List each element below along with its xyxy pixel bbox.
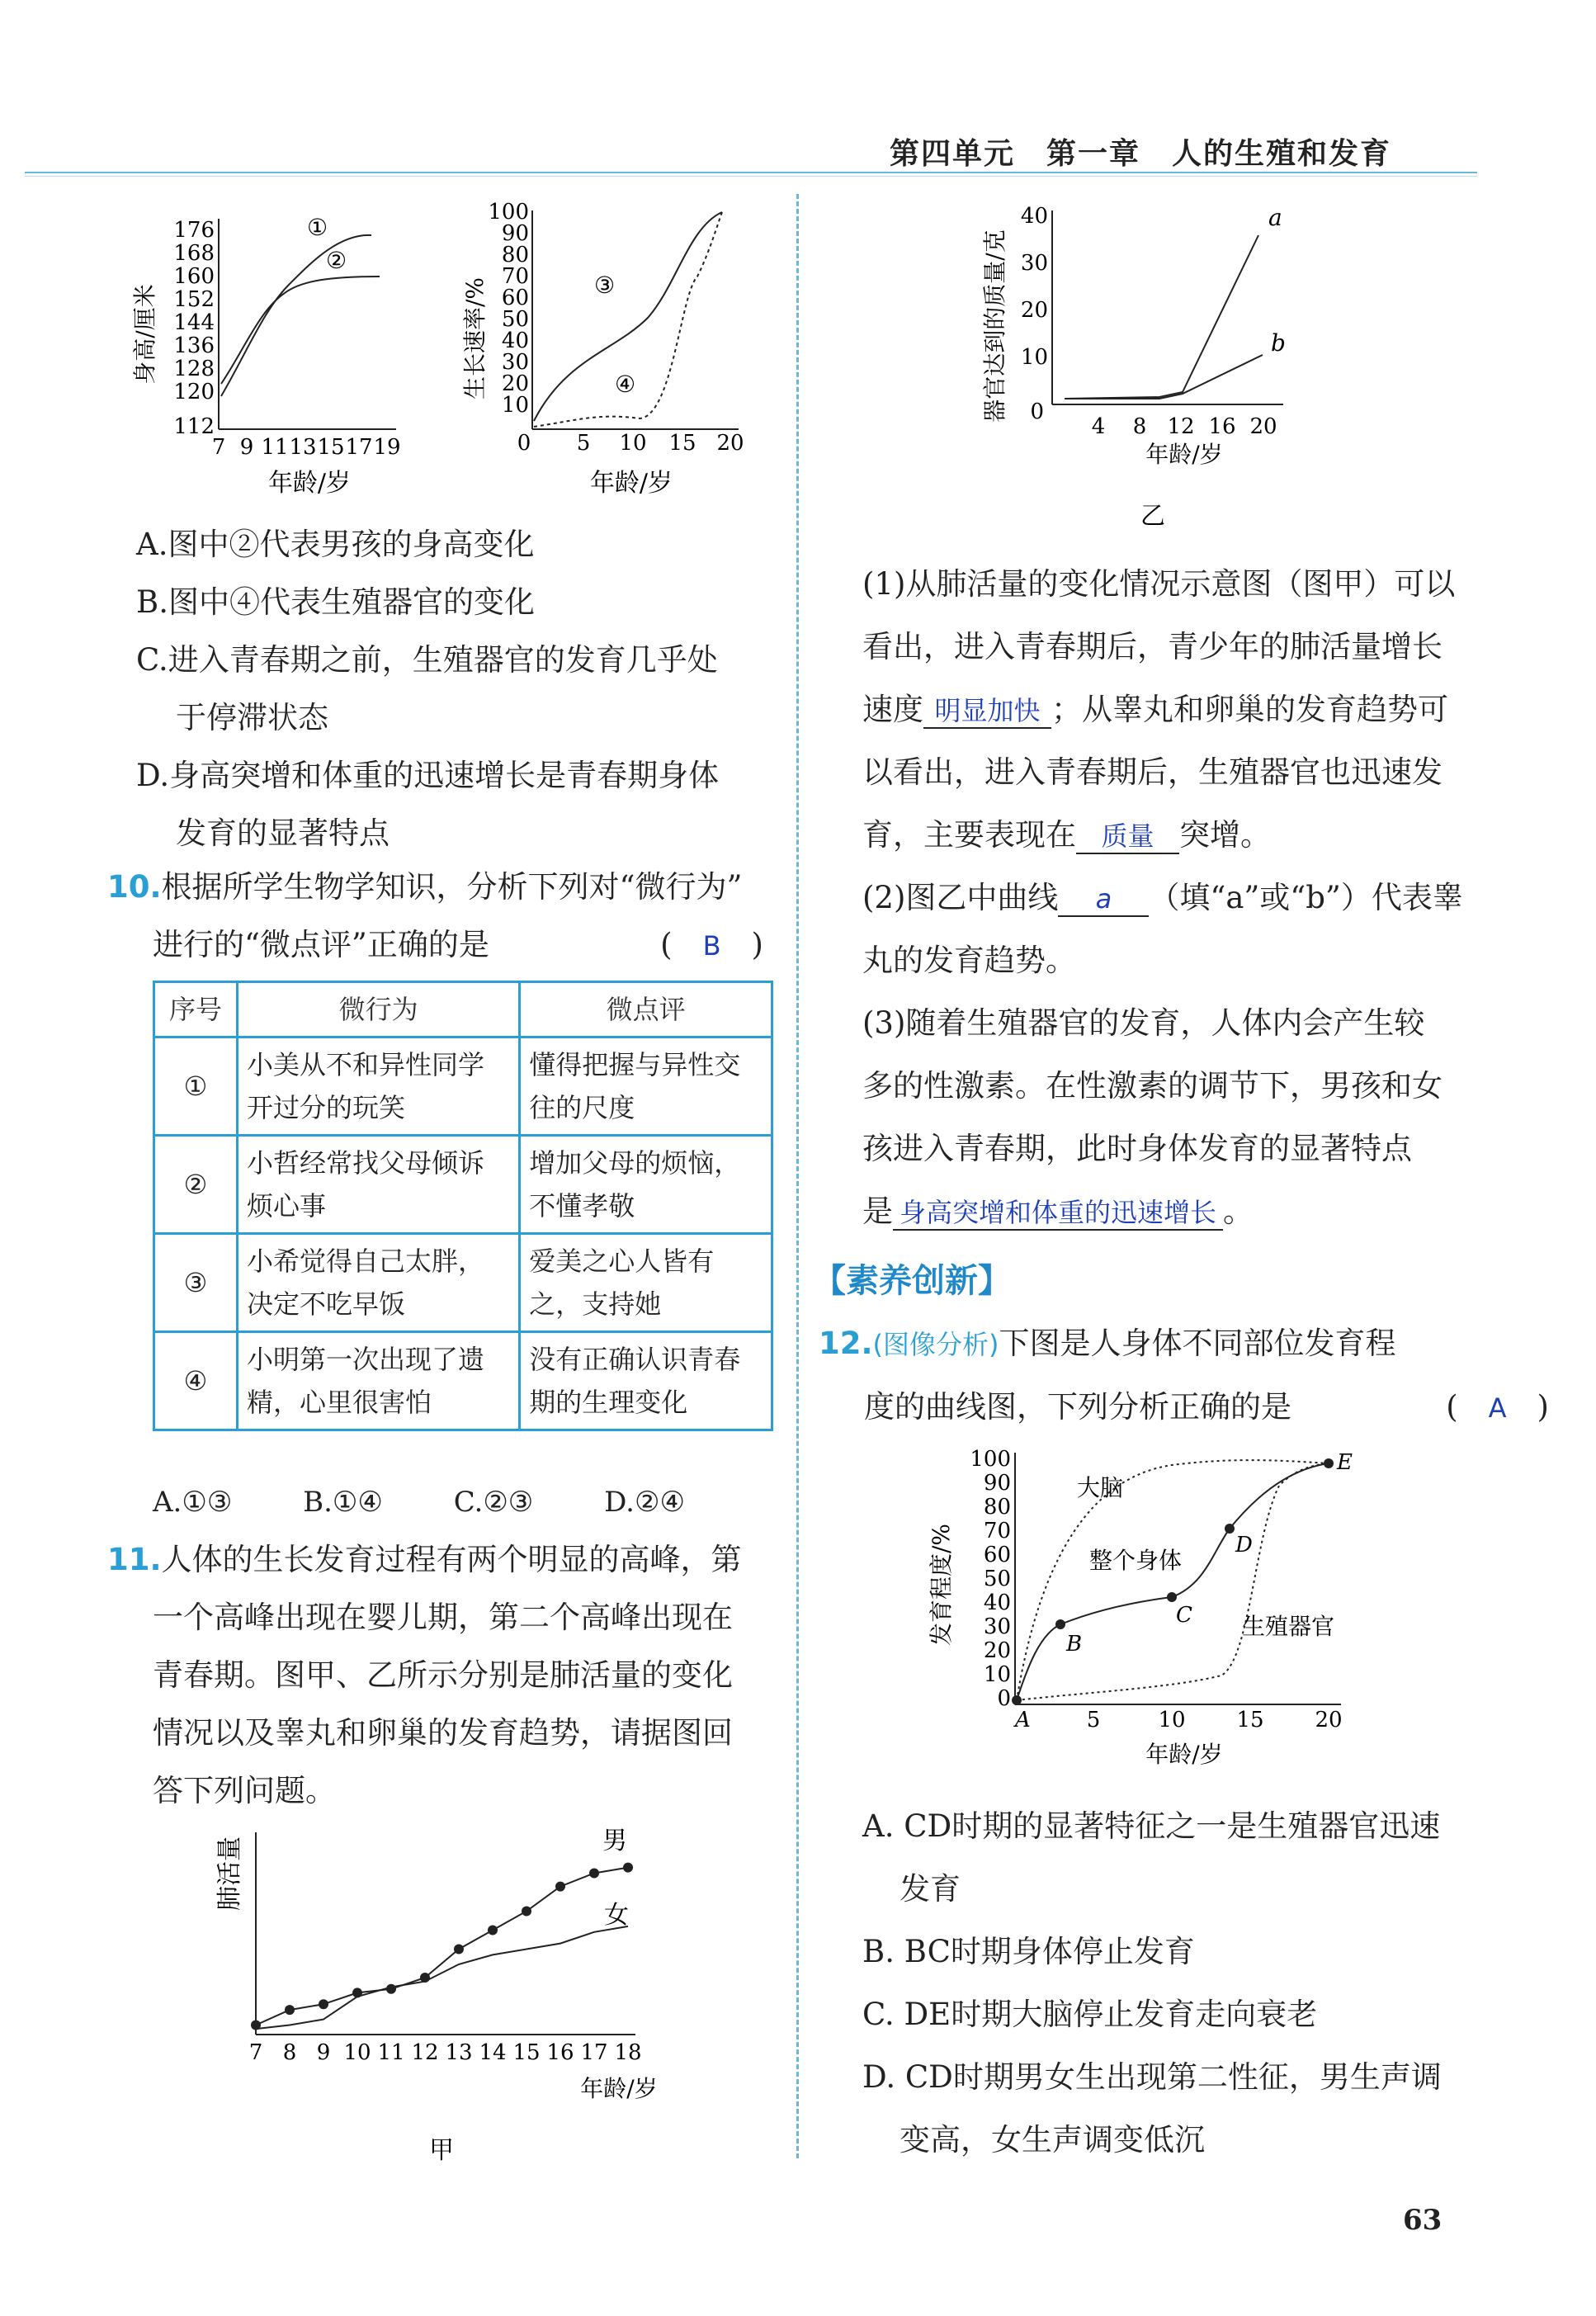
- x-tick: 13: [289, 435, 317, 460]
- table-cell: ②: [154, 1136, 238, 1234]
- organ-mass-chart: [978, 194, 1324, 541]
- x-tick: 0: [517, 431, 531, 456]
- y-tick: 144: [173, 310, 215, 335]
- curve-label-2: ②: [326, 247, 347, 274]
- curve-label-1: ①: [307, 214, 328, 241]
- table-cell: 爱美之心人皆有之，支持她: [520, 1234, 772, 1332]
- y-label: 器官达到的质量/克: [981, 229, 1008, 423]
- x-tick: 8: [282, 2040, 297, 2065]
- q11-1-line: (1)从肺活量的变化情况示意图（图甲）可以: [862, 566, 1456, 602]
- point-label: C: [1176, 1603, 1192, 1628]
- y-tick: 120: [173, 380, 215, 404]
- page-header: 第四单元 第一章 人的生殖和发育: [890, 137, 1392, 171]
- table-cell: 懂得把握与异性交往的尺度: [520, 1037, 772, 1136]
- x-tick: 18: [614, 2040, 642, 2065]
- y-tick: 168: [173, 241, 215, 266]
- q12-tag: (图像分析): [872, 1329, 999, 1360]
- q10-table: [153, 981, 773, 1431]
- y-tick: 70: [501, 264, 529, 289]
- x-tick: 8: [1132, 414, 1147, 439]
- y-tick: 128: [173, 357, 215, 381]
- repro-curve: [1017, 1463, 1329, 1700]
- x-tick: 5: [1086, 1708, 1101, 1732]
- point-label: A: [1015, 1708, 1031, 1732]
- brain-label: 大脑: [1077, 1474, 1124, 1501]
- q10-option-b[interactable]: B.①④: [303, 1486, 383, 1519]
- q12-line2: 度的曲线图，下列分析正确的是: [864, 1389, 1291, 1425]
- table-header: 序号: [154, 982, 238, 1037]
- y-tick: 0: [997, 1686, 1011, 1711]
- y-tick: 176: [173, 218, 215, 243]
- y-tick: 40: [1020, 204, 1048, 229]
- curve-2: [221, 277, 380, 384]
- header-rule: [25, 172, 1477, 173]
- x-label: 年龄/岁: [589, 469, 673, 498]
- point-e: [1324, 1458, 1334, 1468]
- q11-1-text: 速度: [862, 692, 923, 727]
- table-cell: 小美从不和异性同学开过分的玩笑: [238, 1037, 520, 1136]
- development-chart: [924, 1436, 1386, 1791]
- q12-option-d-cont: 变高，女生声调变低沉: [900, 2122, 1205, 2158]
- q10-option-d[interactable]: D.②④: [604, 1486, 685, 1519]
- q10-answer: B: [702, 930, 721, 962]
- male-series-line: [256, 1868, 628, 2025]
- male-data-point: [522, 1907, 531, 1917]
- x-tick: 4: [1091, 414, 1106, 439]
- curve-1: [221, 235, 371, 396]
- q10-line2: 进行的“微点评”正确的是: [153, 927, 489, 962]
- q12-option-b[interactable]: B. BC时期身体停止发育: [862, 1934, 1195, 1969]
- y-tick: 60: [983, 1543, 1011, 1567]
- x-tick: 16: [1208, 414, 1236, 439]
- brain-curve: [1017, 1460, 1329, 1700]
- q11-2-text: (2)图乙中曲线: [862, 880, 1059, 915]
- q11-line: 青春期。图甲、乙所示分别是肺活量的变化: [153, 1657, 733, 1693]
- point-label: D: [1235, 1533, 1253, 1557]
- q11-1-text: ；从睾丸和卵巢的发育趋势可: [1051, 692, 1448, 727]
- male-data-point: [454, 1945, 464, 1954]
- table-cell: 小明第一次出现了遗精，心里很害怕: [238, 1332, 520, 1430]
- female-legend: 女: [604, 1901, 629, 1930]
- y-tick: 20: [1020, 298, 1048, 323]
- q9-option-a[interactable]: A.图中②代表男孩的身高变化: [136, 527, 535, 562]
- y-tick: 90: [501, 221, 529, 246]
- chart-caption: 甲: [429, 2136, 454, 2165]
- x-tick: 19: [373, 435, 401, 460]
- height-chart: [124, 210, 421, 508]
- y-tick: 30: [1020, 251, 1048, 276]
- q11-number: 11.: [107, 1542, 162, 1577]
- point-d: [1225, 1524, 1235, 1534]
- x-tick: 15: [668, 431, 696, 456]
- q11-3-line: (3)随着生殖器官的发育，人体内会产生较: [862, 1005, 1425, 1041]
- x-tick: 5: [576, 431, 591, 456]
- q11-subquestions: [862, 553, 1547, 1243]
- x-tick: 15: [512, 2040, 541, 2065]
- q11-line: 情况以及睾丸和卵巢的发育趋势，请据图回: [153, 1715, 733, 1751]
- male-data-point: [319, 1999, 328, 2009]
- y-tick: 90: [983, 1471, 1011, 1496]
- q9-option-d-cont: 发育的显著特点: [176, 815, 390, 851]
- table-row: [154, 1136, 772, 1234]
- curve-label-3: ③: [594, 272, 616, 299]
- q10-number: 10.: [107, 869, 162, 905]
- q12-line1: 下图是人身体不同部位发育程: [999, 1326, 1396, 1361]
- answer-blank-1[interactable]: 明显加快: [923, 694, 1051, 729]
- table-cell: ①: [154, 1037, 238, 1136]
- male-data-point: [623, 1863, 633, 1873]
- x-tick: 9: [239, 435, 254, 460]
- table-cell: 增加父母的烦恼，不懂孝敬: [520, 1136, 772, 1234]
- male-legend: 男: [602, 1827, 627, 1855]
- q11-1-line: 以看出，进入青春期后，生殖器官也迅速发: [862, 754, 1443, 790]
- table-header: 微点评: [520, 982, 772, 1037]
- answer-blank-2[interactable]: 质量: [1076, 820, 1179, 854]
- male-data-point: [420, 1973, 430, 1983]
- y-tick: 100: [970, 1447, 1011, 1472]
- q12-option-a-cont: 发育: [900, 1871, 961, 1907]
- table-cell: ③: [154, 1234, 238, 1332]
- y-tick: 160: [173, 264, 215, 289]
- curve-label-4: ④: [615, 371, 636, 398]
- y-tick: 10: [1020, 345, 1048, 370]
- y-tick: 40: [983, 1590, 1011, 1615]
- x-tick: 20: [716, 431, 744, 456]
- curve-label-a: a: [1268, 204, 1282, 231]
- x-tick: 7: [248, 2040, 263, 2065]
- curve-a: [1065, 235, 1258, 399]
- point-a: [1012, 1695, 1022, 1705]
- y-tick: 152: [173, 287, 215, 312]
- x-tick: 12: [1167, 414, 1195, 439]
- male-data-point: [285, 2005, 295, 2015]
- q9-option-c-cont: 于停滞状态: [176, 700, 328, 735]
- table-row: [154, 1037, 772, 1136]
- q11-1-text: 突增。: [1179, 817, 1271, 853]
- point-label: E: [1337, 1450, 1353, 1475]
- q11-stem: [107, 1531, 780, 1820]
- body-curve: [1017, 1463, 1329, 1700]
- male-data-point: [555, 1882, 565, 1892]
- x-tick: 15: [1236, 1708, 1264, 1732]
- x-tick: 20: [1249, 414, 1277, 439]
- x-tick: 17: [580, 2040, 608, 2065]
- x-tick: 11: [261, 435, 289, 460]
- y-tick: 100: [488, 200, 529, 225]
- y-label: 肺活量: [215, 1836, 244, 1911]
- q10-option-a[interactable]: A.①③: [153, 1486, 233, 1519]
- x-tick: 11: [377, 2040, 405, 2065]
- header-rule-thin: [25, 176, 1477, 177]
- q9-options: [136, 516, 780, 863]
- male-data-point: [589, 1869, 599, 1879]
- y-tick: 10: [983, 1662, 1011, 1687]
- q11-3-text: 是: [862, 1193, 893, 1229]
- x-tick: 16: [546, 2040, 574, 2065]
- q11-line: 一个高峰出现在婴儿期，第二个高峰出现在: [153, 1600, 733, 1635]
- y-label: 身高/厘米: [131, 284, 158, 385]
- y-tick: 50: [983, 1567, 1011, 1591]
- female-series-line: [256, 1926, 628, 2029]
- answer-blank-3[interactable]: a: [1058, 882, 1149, 917]
- q11-2-line: 丸的发育趋势。: [862, 943, 1076, 978]
- repro-label: 生殖器官: [1242, 1613, 1335, 1640]
- y-tick: 0: [1030, 399, 1044, 424]
- y-tick: 136: [173, 333, 215, 358]
- y-tick: 30: [501, 350, 529, 375]
- x-tick: 12: [411, 2040, 439, 2065]
- q11-line: 人体的生长发育过程有两个明显的高峰，第: [161, 1542, 742, 1577]
- point-b: [1055, 1619, 1065, 1629]
- y-tick: 20: [501, 371, 529, 396]
- male-data-point: [251, 2021, 261, 2030]
- q11-2-text: （填“a”或“b”）代表睾: [1149, 880, 1463, 915]
- q10-stem: 10.根据所学生物学知识，分析下列对“微行为” 进行的“微点评”正确的是 ( B ): [107, 869, 763, 962]
- q10-line1: 根据所学生物学知识，分析下列对“微行为”: [161, 869, 743, 905]
- q12-options: [862, 1795, 1547, 2172]
- table-row: [154, 1332, 772, 1430]
- section-title: 【素养创新】: [813, 1262, 1011, 1300]
- page-number: 63: [1403, 2204, 1443, 2237]
- table-cell: 小希觉得自己太胖，决定不吃早饭: [238, 1234, 520, 1332]
- q9-option-b[interactable]: B.图中④代表生殖器官的变化: [136, 584, 535, 620]
- q9-option-d[interactable]: D.身高突增和体重的迅速增长是青春期身体: [136, 758, 720, 793]
- q12-option-c[interactable]: C. DE时期大脑停止发育走向衰老: [862, 1997, 1318, 2032]
- chart-caption: 乙: [1140, 502, 1165, 531]
- table-header: 微行为: [238, 982, 520, 1037]
- x-tick: 9: [316, 2040, 331, 2065]
- x-tick: 14: [479, 2040, 507, 2065]
- q12-stem: 12.(图像分析)下图是人身体不同部位发育程 度的曲线图，下列分析正确的是 ( A ): [819, 1326, 1549, 1425]
- y-tick: 70: [983, 1519, 1011, 1543]
- y-tick: 60: [501, 286, 529, 310]
- y-tick: 10: [501, 393, 529, 418]
- x-label: 年龄/岁: [1145, 1741, 1223, 1768]
- q11-1-line: 看出，进入青春期后，青少年的肺活量增长: [862, 629, 1443, 664]
- y-tick: 80: [983, 1495, 1011, 1520]
- lung-capacity-chart: [206, 1816, 718, 2179]
- male-data-point: [352, 1988, 362, 1997]
- x-tick: 10: [1158, 1708, 1186, 1732]
- y-tick: 40: [501, 328, 529, 353]
- x-tick: 10: [343, 2040, 371, 2065]
- q10-option-c[interactable]: C.②③: [453, 1486, 534, 1519]
- body-label: 整个身体: [1089, 1547, 1183, 1574]
- x-tick: 20: [1315, 1708, 1343, 1732]
- x-label: 年龄/岁: [580, 2075, 658, 2102]
- y-tick: 112: [173, 414, 215, 439]
- table-cell: 小哲经常找父母倾诉烦心事: [238, 1136, 520, 1234]
- point-c: [1167, 1592, 1177, 1602]
- curve-label-b: b: [1271, 329, 1286, 357]
- x-tick: 7: [211, 435, 226, 460]
- male-data-point: [386, 1984, 396, 1994]
- q9-option-c[interactable]: C.进入青春期之前，生殖器官的发育几乎处: [136, 642, 718, 678]
- q12-number: 12.: [819, 1326, 873, 1361]
- column-divider: [796, 194, 799, 2158]
- q12-answer: A: [1488, 1392, 1507, 1424]
- male-data-point: [488, 1926, 498, 1936]
- table-cell: 没有正确认识青春期的生理变化: [520, 1332, 772, 1430]
- q11-line: 答下列问题。: [153, 1773, 336, 1808]
- y-tick: 50: [501, 307, 529, 332]
- growth-rate-chart: [450, 194, 763, 508]
- answer-blank-4[interactable]: 身高突增和体重的迅速增长: [893, 1196, 1223, 1231]
- x-label: 年龄/岁: [1145, 441, 1223, 468]
- q11-3-line: 多的性激素。在性激素的调节下，男孩和女: [862, 1068, 1443, 1104]
- q11-1-text: 育，主要表现在: [862, 817, 1076, 853]
- y-tick: 20: [983, 1638, 1011, 1663]
- x-tick: 13: [445, 2040, 473, 2065]
- q12-option-d[interactable]: D. CD时期男女生出现第二性征，男生声调: [862, 2059, 1442, 2095]
- x-tick: 15: [317, 435, 345, 460]
- table-row: [154, 1234, 772, 1332]
- point-label: B: [1066, 1632, 1083, 1657]
- y-tick: 30: [983, 1614, 1011, 1639]
- q11-3-line: 孩进入青春期，此时身体发育的显著特点: [862, 1131, 1412, 1166]
- y-tick: 80: [501, 243, 529, 267]
- x-label: 年龄/岁: [267, 469, 352, 498]
- q11-3-text: 。: [1223, 1193, 1254, 1229]
- table-cell: ④: [154, 1332, 238, 1430]
- y-label: 发育程度/%: [928, 1523, 955, 1647]
- curve-b: [1065, 355, 1263, 399]
- q12-option-a[interactable]: A. CD时期的显著特征之一是生殖器官迅速: [862, 1808, 1441, 1844]
- y-label: 生长速率/%: [461, 277, 489, 400]
- x-tick: 17: [345, 435, 373, 460]
- x-tick: 10: [619, 431, 647, 456]
- q10-options: [153, 1473, 780, 1531]
